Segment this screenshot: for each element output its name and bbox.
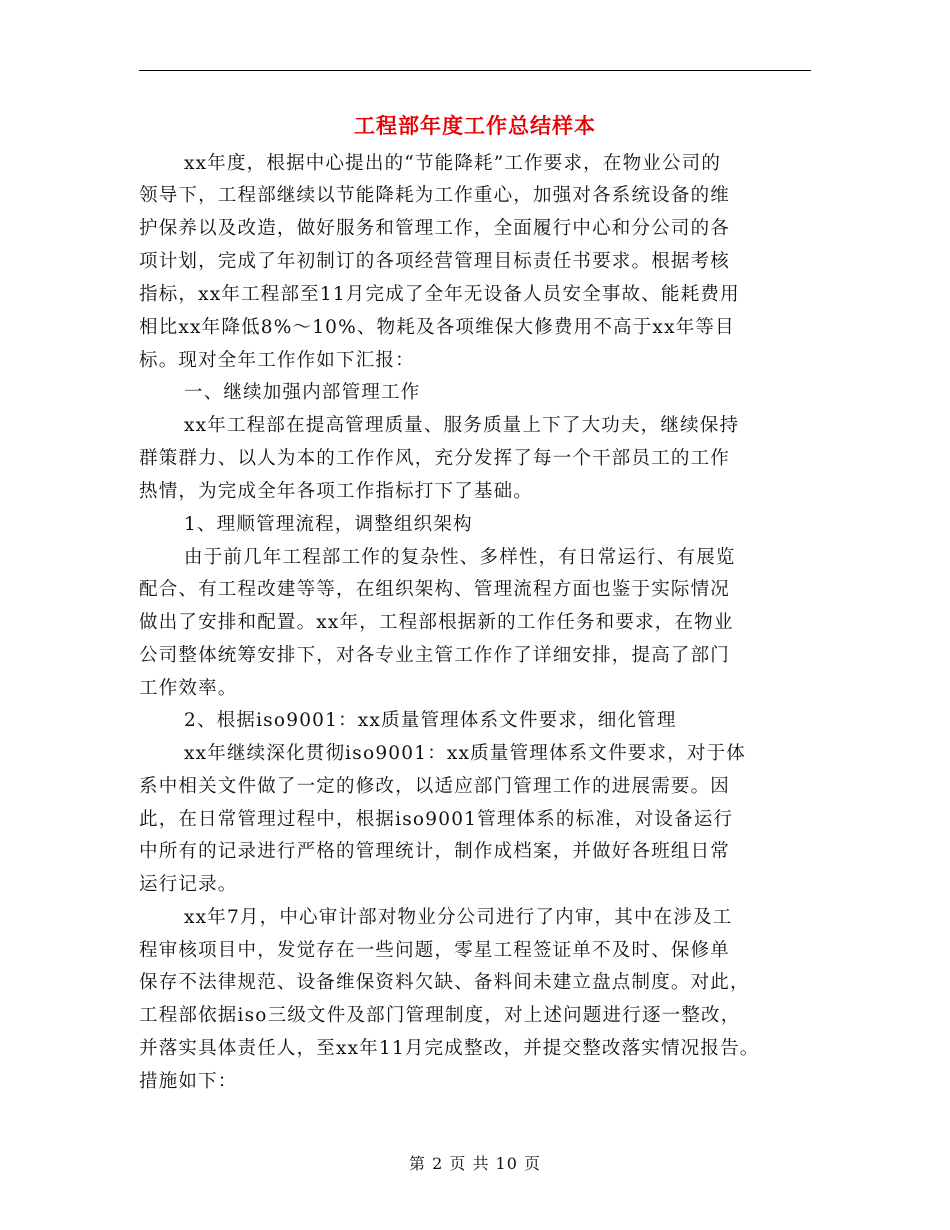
body-line: xx年7月，中心审计部对物业分公司进行了内审，其中在涉及工 [184,907,733,928]
page-number-footer: 第 2 页 共 10 页 [409,1154,541,1173]
body-line: 此，在日常管理过程中，根据iso9001管理体系的标准，对设备运行 [139,809,734,830]
body-line: 领导下，工程部继续以节能降耗为工作重心，加强对各系统设备的维 [139,185,731,206]
body-line: 护保养以及改造，做好服务和管理工作，全面履行中心和分公司的各 [139,218,731,239]
body-line: 标。现对全年工作作如下汇报： [139,350,415,371]
body-line: 项计划，完成了年初制订的各项经营管理目标责任书要求。根据考核 [139,251,731,272]
header-rule [139,70,811,71]
body-line: 公司整体统筹安排下，对各专业主管工作作了详细安排，提高了部门 [139,645,731,666]
document-title: 工程部年度工作总结样本 [354,114,596,138]
body-line: 并落实具体责任人，至xx年11月完成整改，并提交整改落实情况报告。 [139,1038,760,1059]
body-line: 工程部依据iso三级文件及部门管理制度，对上述问题进行逐一整改， [139,1005,741,1026]
body-line: 系中相关文件做了一定的修改，以适应部门管理工作的进展需要。因 [139,776,731,797]
body-line: xx年度，根据中心提出的“节能降耗”工作要求，在物业公司的 [184,153,722,174]
subsection-heading: 1、理顺管理流程，调整组织架构 [184,514,473,535]
body-line: 相比xx年降低8%～10%、物耗及各项维保大修费用不高于xx年等目 [139,317,735,338]
body-line: 中所有的记录进行严格的管理统计，制作成档案，并做好各班组日常 [139,841,731,862]
subsection-heading: 2、根据iso9001：xx质量管理体系文件要求，细化管理 [184,710,677,731]
section-heading: 一、继续加强内部管理工作 [184,382,421,403]
body-line: 热情，为完成全年各项工作指标打下了基础。 [139,481,534,502]
body-line: 运行记录。 [139,874,238,895]
body-line: 指标，xx年工程部至11月完成了全年无设备人员安全事故、能耗费用 [139,284,740,305]
body-line: 程审核项目中，发觉存在一些问题，零星工程签证单不及时、保修单 [139,940,731,961]
body-line: 群策群力、以人为本的工作作风，充分发挥了每一个干部员工的工作 [139,448,731,469]
body-line: 做出了安排和配置。xx年，工程部根据新的工作任务和要求，在物业 [139,612,734,633]
body-line: 配合、有工程改建等等，在组织架构、管理流程方面也鉴于实际情况 [139,579,731,600]
body-line: xx年继续深化贯彻iso9001：xx质量管理体系文件要求，对于体 [184,743,746,764]
body-line: 措施如下： [139,1071,238,1092]
body-line: 由于前几年工程部工作的复杂性、多样性，有日常运行、有展览 [184,547,736,568]
body-line: 工作效率。 [139,678,238,699]
body-line: 保存不法律规范、设备维保资料欠缺、备料间未建立盘点制度。对此， [139,972,750,993]
body-line: xx年工程部在提高管理质量、服务质量上下了大功夫，继续保持 [184,415,740,436]
